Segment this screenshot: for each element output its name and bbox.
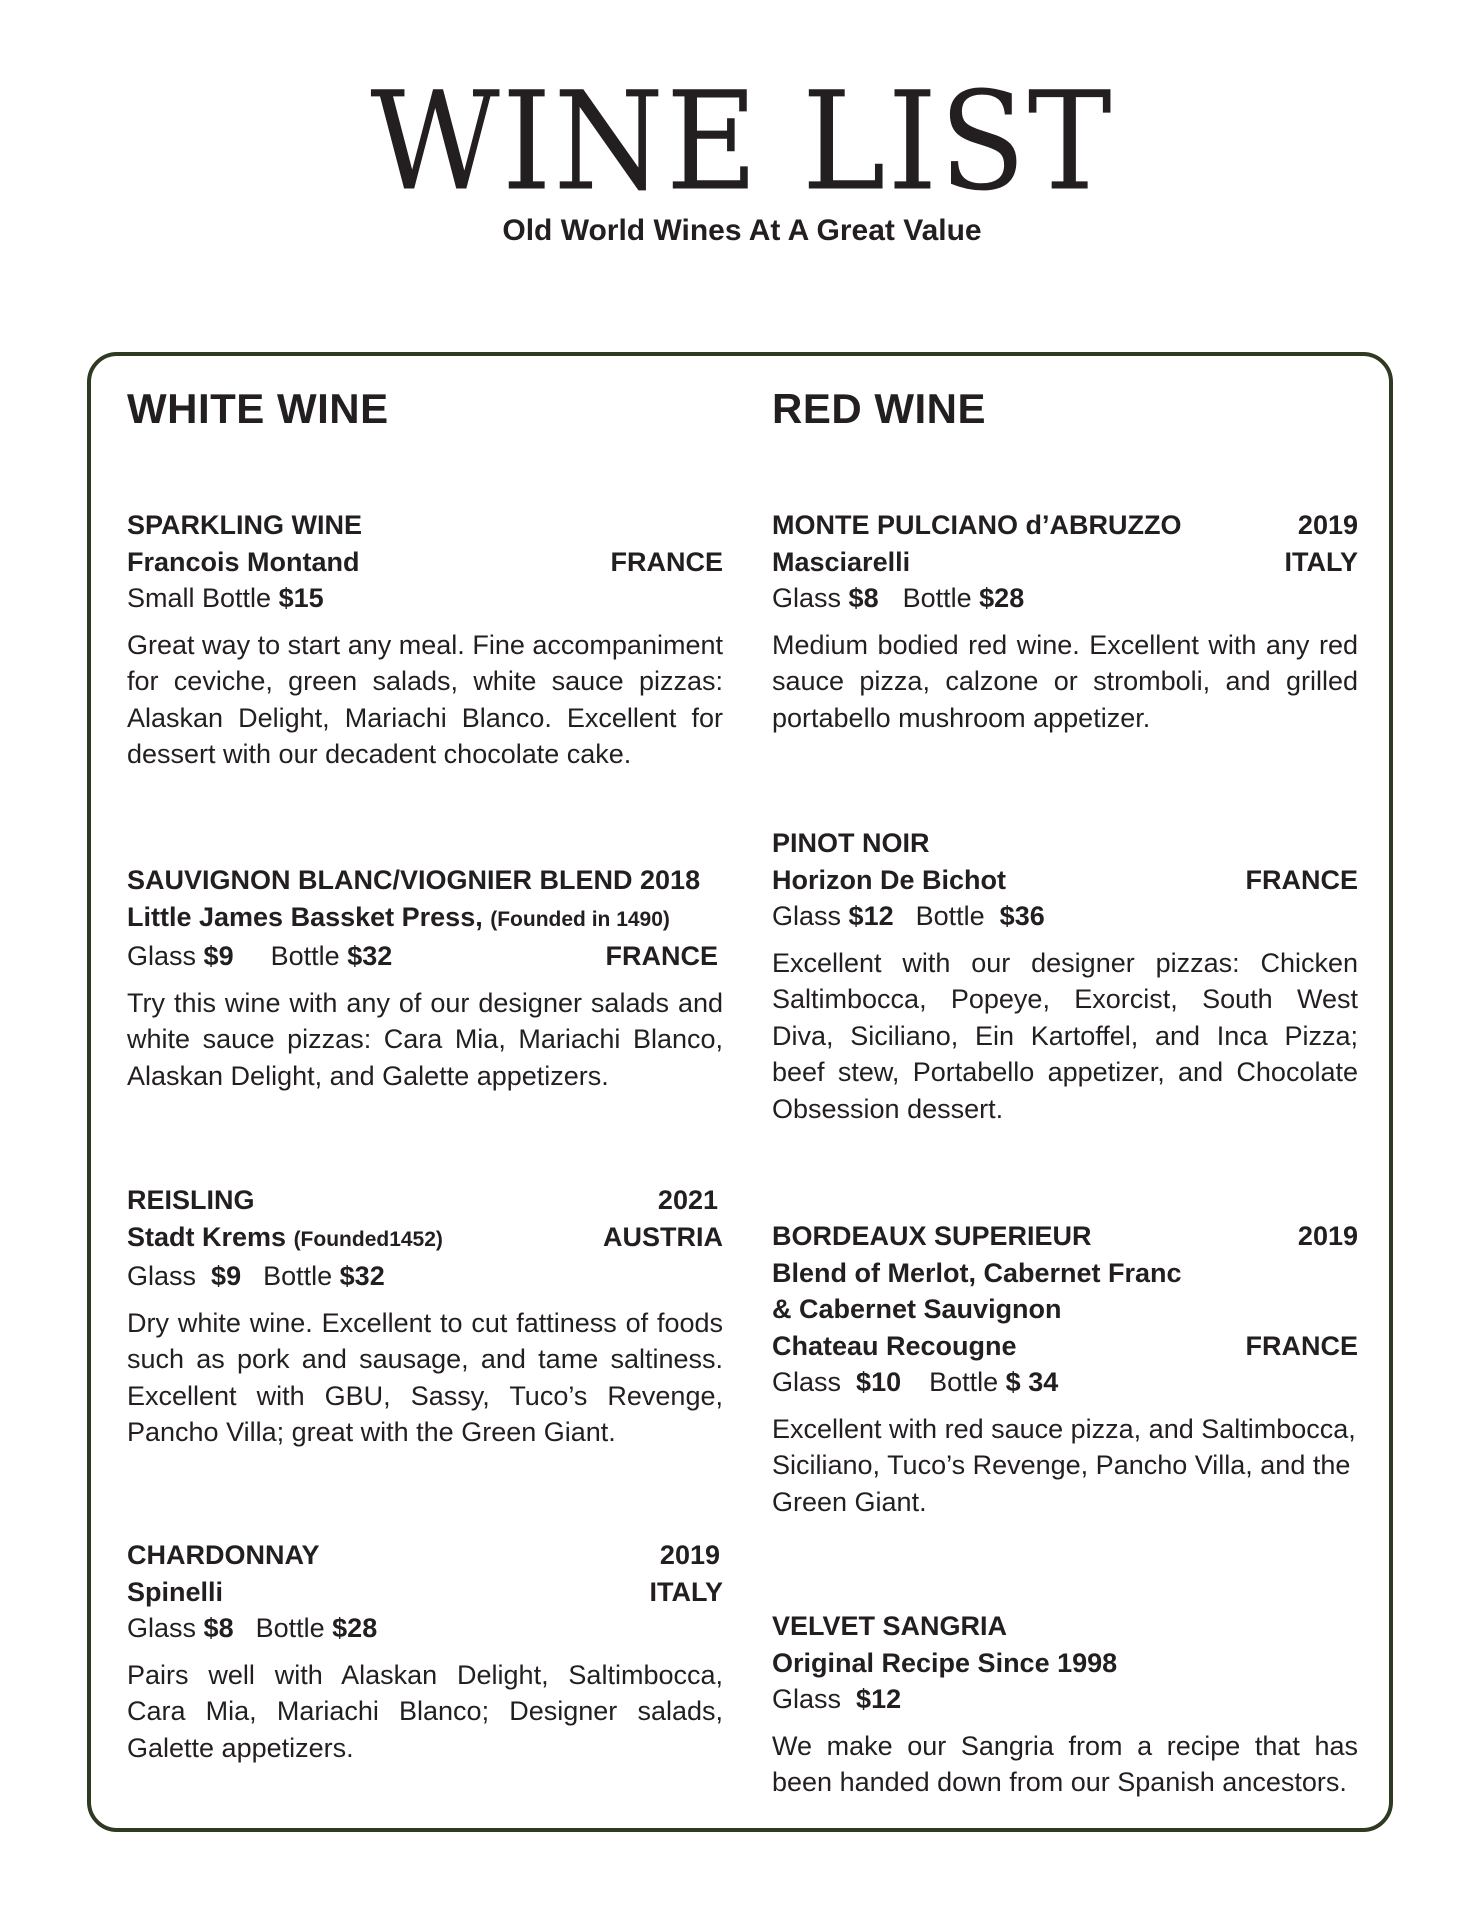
bottle-label: Bottle <box>929 1367 999 1397</box>
glass-price: $12 <box>856 1684 902 1714</box>
bottle-label: Bottle <box>915 901 985 931</box>
white-wine-heading: WHITE WINE <box>127 385 389 432</box>
size-label: Small Bottle <box>127 583 272 613</box>
wine-entry-sauvignon <box>127 862 723 1094</box>
wine-producer: Original Recipe Since 1998 <box>772 1647 1118 1678</box>
wine-description: We make our Sangria from a recipe that has been handed down from our Spanish ancestors. <box>772 1730 1358 1797</box>
wine-year: 2021 <box>657 1185 718 1215</box>
wine-name: SAUVIGNON BLANC/VIOGNIER BLEND 2018 <box>127 865 701 895</box>
glass-price: $8 <box>848 583 879 613</box>
glass-price: $10 <box>856 1367 902 1397</box>
wine-name: BORDEAUX SUPERIEUR <box>772 1221 1092 1251</box>
page-title: WINE LIST <box>370 62 1114 221</box>
bottle-price: $32 <box>347 941 393 971</box>
wine-country: FRANCE <box>605 941 718 971</box>
wine-country: AUSTRIA <box>603 1221 723 1252</box>
bottle-label: Bottle <box>255 1613 325 1643</box>
glass-label: Glass <box>772 1367 842 1397</box>
wine-description: Excellent with our designer pizzas: Chicken Saltimbocca, Popeye, Exorcist, South West Diva, Siciliano, Ein Kartoffel, and Inca Pizza; beef stew, Portabello appetizer, and Chocolate Obsession dessert. <box>772 947 1358 1124</box>
producer-note: (Founded in 1490) <box>490 907 670 931</box>
wine-description: Dry white wine. Excellent to cut fattiness of foods such as pork and sausage, and tame saltiness. Excellent with GBU, Sassy, Tuco’s Revenge, Pancho Villa; great with the Green Giant. <box>127 1307 723 1447</box>
bottle-label: Bottle <box>902 583 972 613</box>
wine-country: FRANCE <box>1245 1330 1358 1361</box>
wine-entry-pinot-noir <box>772 825 1358 1127</box>
glass-price: $12 <box>848 901 894 931</box>
glass-price: $9 <box>203 941 234 971</box>
glass-price: $9 <box>211 1261 242 1291</box>
glass-label: Glass <box>127 1613 197 1643</box>
wine-country: FRANCE <box>610 546 723 577</box>
wine-description: Pairs well with Alaskan Delight, Saltimbocca, Cara Mia, Mariachi Blanco; Designer salads, Galette appetizers. <box>127 1659 723 1763</box>
bottle-label: Bottle <box>270 941 340 971</box>
page-subtitle: Old World Wines At A Great Value <box>502 214 982 247</box>
bottle-price: $36 <box>999 901 1045 931</box>
wine-description: Great way to start any meal. Fine accompaniment for ceviche, green salads, white sauce pizzas: Alaskan Delight, Mariachi Blanco. Excellent for dessert with our decadent chocolate cake. <box>127 629 723 769</box>
glass-label: Glass <box>127 941 197 971</box>
wine-name: SPARKLING WINE <box>127 510 362 540</box>
wine-entry-chardonnay <box>127 1537 723 1766</box>
wine-entry-sparkling <box>127 507 723 773</box>
glass-label: Glass <box>772 583 842 613</box>
wine-description: Excellent with red sauce pizza, and Saltimbocca, Siciliano, Tuco’s Revenge, Pancho Villa, and the Green Giant. <box>772 1413 1356 1517</box>
wine-producer: Spinelli <box>127 1576 224 1607</box>
bottle-price: $28 <box>332 1613 378 1643</box>
wine-name: PINOT NOIR <box>772 828 930 858</box>
wine-entry-montepulciano <box>772 507 1358 736</box>
wine-producer: Horizon De Bichot <box>772 864 1006 895</box>
size-price: $15 <box>278 583 324 613</box>
bottle-price: $ 34 <box>1005 1367 1059 1397</box>
wine-country: ITALY <box>649 1576 723 1607</box>
wine-year: 2019 <box>659 1540 720 1570</box>
wine-producer: Stadt Krems <box>127 1221 287 1252</box>
glass-price: $8 <box>203 1613 234 1643</box>
bottle-price: $28 <box>979 583 1025 613</box>
bottle-label: Bottle <box>263 1261 333 1291</box>
wine-name: MONTE PULCIANO d’ABRUZZO <box>772 510 1182 540</box>
wine-producer: Chateau Recougne <box>772 1330 1017 1361</box>
wine-name: REISLING <box>127 1185 255 1215</box>
wine-producer: Francois Montand <box>127 546 360 577</box>
wine-entry-sangria <box>772 1608 1358 1801</box>
blend-line-1: Blend of Merlot, Cabernet Franc <box>772 1257 1182 1288</box>
glass-label: Glass <box>772 1684 842 1714</box>
wine-country: FRANCE <box>1245 864 1358 895</box>
producer-note: (Founded1452) <box>293 1227 443 1251</box>
wine-description: Try this wine with any of our designer salads and white sauce pizzas: Cara Mia, Mariachi Blanco, Alaskan Delight, and Galette appetizers. <box>127 987 723 1091</box>
bottle-price: $32 <box>339 1261 385 1291</box>
wine-producer: Little James Bassket Press, <box>127 901 483 932</box>
wine-producer: Masciarelli <box>772 546 911 577</box>
red-wine-heading: RED WINE <box>772 385 986 432</box>
blend-line-2: & Cabernet Sauvignon <box>772 1294 1062 1324</box>
glass-label: Glass <box>772 901 842 931</box>
wine-description: Medium bodied red wine. Excellent with any red sauce pizza, calzone or stromboli, and grilled portabello mushroom appetizer. <box>772 629 1358 733</box>
wine-entry-bordeaux <box>772 1218 1358 1520</box>
wine-country: ITALY <box>1284 546 1358 577</box>
wine-name: CHARDONNAY <box>127 1540 320 1570</box>
wine-year: 2019 <box>1297 510 1358 540</box>
wine-year: 2019 <box>1297 1221 1358 1251</box>
wine-entry-reisling <box>127 1182 723 1451</box>
glass-label: Glass <box>127 1261 197 1291</box>
wine-name: VELVET SANGRIA <box>772 1611 1008 1641</box>
